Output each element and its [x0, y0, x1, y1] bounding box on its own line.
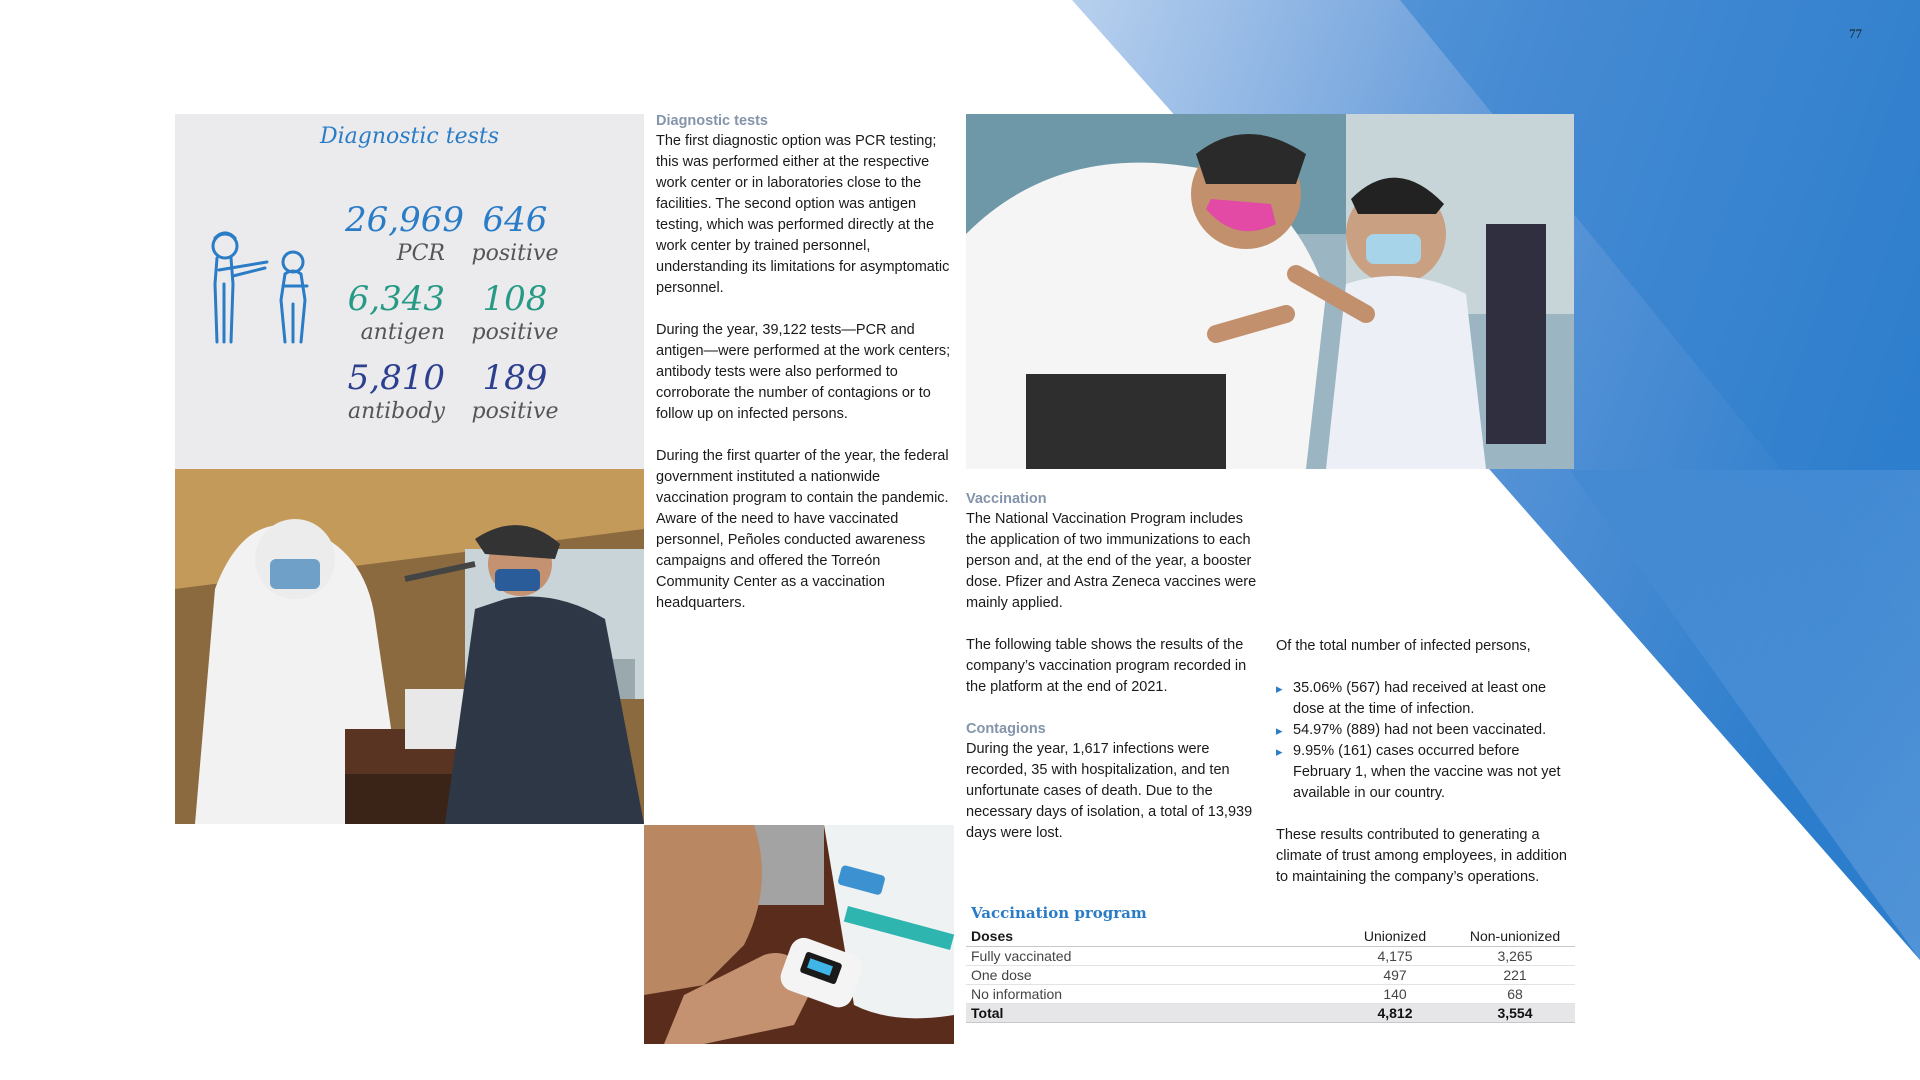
table-row	[966, 985, 1575, 1004]
contagions-heading: Contagions	[966, 721, 1046, 737]
antigen-positive-value: 108	[482, 279, 548, 319]
row-non-unionized: 221	[1455, 966, 1575, 985]
antigen-positive-label: positive	[471, 320, 559, 345]
antibody-positive-stat	[465, 358, 565, 426]
diagnostic-tests-column	[656, 111, 956, 635]
row-non-unionized: 3,265	[1455, 947, 1575, 966]
infected-bullet-list	[1276, 678, 1576, 804]
infected-bullet-3: ▸ 9.95% (161) cases occurred before February 1, when the vaccine was not yet available in our country.	[1276, 741, 1576, 804]
row-non-unionized: 68	[1455, 985, 1575, 1004]
table-row	[966, 947, 1575, 966]
pcr-label: PCR	[396, 241, 445, 266]
row-label: No information	[966, 985, 1335, 1004]
temperature-check-photo	[175, 469, 644, 824]
pcr-value: 26,969	[345, 200, 464, 240]
health-worker-testing-patient-icon	[197, 224, 327, 344]
header-non-unionized: Non-unionized	[1455, 926, 1575, 947]
row-label: One dose	[966, 966, 1335, 985]
total-unionized: 4,812	[1335, 1004, 1455, 1023]
row-unionized: 497	[1335, 966, 1455, 985]
pulse-oximeter-photo	[644, 825, 954, 1044]
table-title: Vaccination program	[971, 904, 1147, 922]
antibody-positive-label: positive	[471, 399, 559, 424]
vaccination-paragraph-2: The following table shows the results of the company’s vaccination program recorded in the platform at the end of 2021.	[966, 637, 1247, 695]
row-unionized: 140	[1335, 985, 1455, 1004]
infected-intro: Of the total number of infected persons,	[1276, 638, 1531, 654]
diagnostic-paragraph-2: During the year, 39,122 tests—PCR and antigen—were performed at the work centers; antibody tests were also performed to corroborate the number of contagions or to follow up on infected persons.	[656, 322, 951, 422]
antibody-positive-value: 189	[482, 358, 548, 398]
infected-closing: These results contributed to generating a climate of trust among employees, in addition to maintaining the company’s operations.	[1276, 827, 1567, 885]
antigen-label: antigen	[360, 320, 445, 345]
header-doses: Doses	[966, 926, 1335, 947]
pcr-positive-stat	[465, 200, 565, 268]
stats-panel-title: Diagnostic tests	[319, 124, 500, 149]
table-row	[966, 966, 1575, 985]
table-total-row	[966, 1004, 1575, 1023]
pcr-stat	[345, 200, 464, 268]
infected-bullet-2: ▸ 54.97% (889) had not been vaccinated.	[1276, 720, 1576, 741]
diagnostic-paragraph-3: During the first quarter of the year, the federal government instituted a nationwide vaccination program to contain the pandemic. Aware of the need to have vaccinated personnel, Peñoles conducted awareness campaigns and offered the Torreón Community Center as a vaccination headquarters.	[656, 448, 949, 611]
antigen-value: 6,343	[347, 279, 445, 319]
pcr-positive-label: positive	[471, 241, 559, 266]
antibody-label: antibody	[347, 399, 445, 424]
antigen-stat	[345, 279, 445, 347]
diagnostic-tests-heading: Diagnostic tests	[656, 113, 768, 129]
vaccination-table	[966, 926, 1575, 1023]
antigen-positive-stat	[465, 279, 565, 347]
infected-summary-column	[1276, 636, 1576, 909]
diagnostic-stats-panel	[175, 114, 644, 469]
total-label: Total	[966, 1004, 1335, 1023]
vaccination-paragraph-1: The National Vaccination Program includes the application of two immunizations to each person and, at the end of the year, a booster dose. Pfizer and Astra Zeneca vaccines were mainly applied.	[966, 511, 1257, 611]
infected-bullet-1: ▸ 35.06% (567) had received at least one dose at the time of infection.	[1276, 678, 1576, 720]
page-number: 77	[1849, 26, 1862, 41]
total-non-unionized: 3,554	[1455, 1004, 1575, 1023]
vaccination-column	[966, 489, 1266, 865]
antibody-value: 5,810	[347, 358, 445, 398]
row-unionized: 4,175	[1335, 947, 1455, 966]
antibody-stat	[345, 358, 445, 426]
header-unionized: Unionized	[1335, 926, 1455, 947]
vaccination-heading: Vaccination	[966, 491, 1047, 507]
pcr-positive-value: 646	[482, 200, 548, 240]
vaccination-program-table	[966, 904, 1575, 1023]
table-header-row	[966, 926, 1575, 947]
diagnostic-paragraph-1: The first diagnostic option was PCR testing; this was performed either at the respective work center or in laboratories close to the facilities. The second option was antigen testing, which was performed directly at the work center by trained personnel, understanding its limitations for asymptomatic personnel.	[656, 133, 950, 296]
vaccination-photo	[966, 114, 1574, 469]
contagions-paragraph: During the year, 1,617 infections were recorded, 35 with hospitalization, and ten unfortunate cases of death. Due to the necessary days of isolation, a total of 13,939 days were lost.	[966, 741, 1253, 841]
row-label: Fully vaccinated	[966, 947, 1335, 966]
